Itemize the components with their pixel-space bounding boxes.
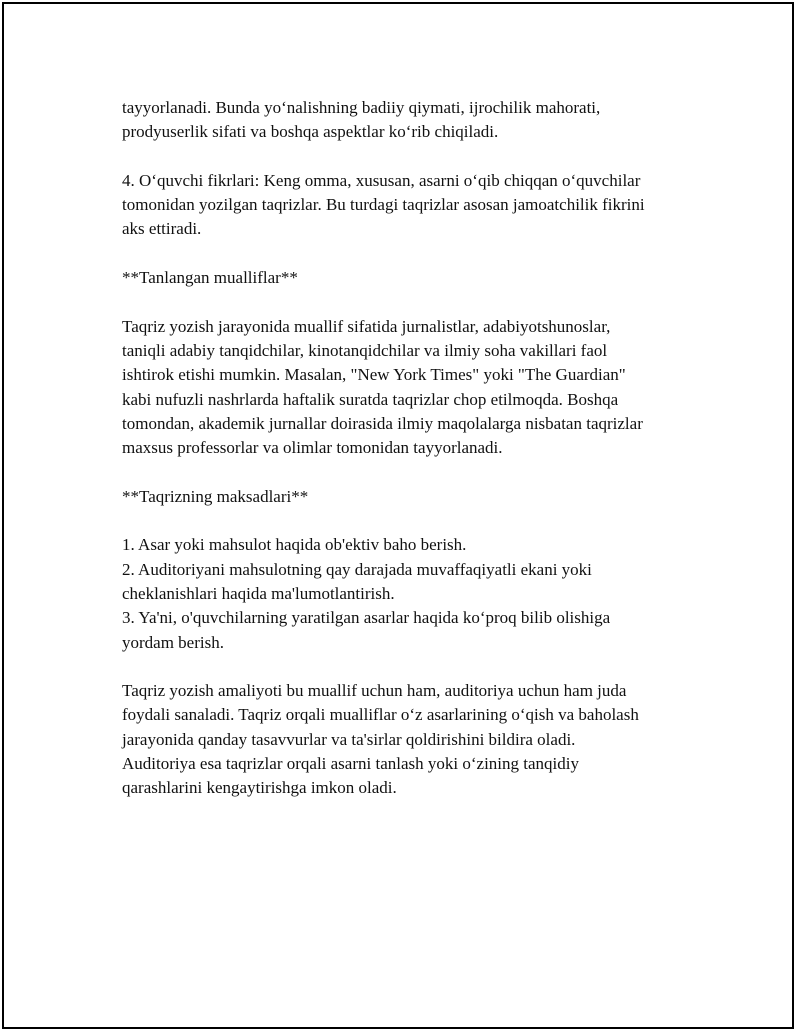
text-line: maxsus professorlar va olimlar tomonidan tayyorlanadi.	[122, 438, 503, 458]
text-line: kabi nufuzli nashrlarda haftalik suratda taqrizlar chop etilmoqda. Boshqa	[122, 389, 619, 409]
text-line: qarashlarini kengaytirishga imkon oladi.	[122, 778, 397, 798]
text-line: ishtirok etishi mumkin. Masalan, "New York Times" yoki "The Guardian"	[122, 365, 626, 385]
text-line: tomonidan yozilgan taqrizlar. Bu turdagi taqrizlar asosan jamoatchilik fikrini	[122, 195, 645, 215]
text-line: tomondan, akademik jurnallar doirasida ilmiy maqolalarga nisbatan taqrizlar	[122, 413, 643, 433]
text-line: prodyuserlik sifati va boshqa aspektlar ko‘rib chiqiladi.	[122, 122, 499, 142]
list-item: 2. Auditoriyani mahsulotning qay darajada muvaffaqiyatli ekani yoki	[122, 559, 592, 579]
paragraph-conclusion	[122, 679, 692, 800]
list-item: 1. Asar yoki mahsulot haqida ob'ektiv baho berish.	[122, 535, 467, 555]
list-item-continuation: yordam berish.	[122, 632, 224, 652]
heading-line: **Taqrizning maksadlari**	[122, 486, 309, 506]
list-item-continuation: cheklanishlari haqida ma'lumotlantirish.	[122, 583, 395, 603]
paragraph-reader-reviews	[122, 169, 692, 242]
text-line: jarayonida qanday tasavvurlar va ta'sirlar qoldirishini bildira oladi.	[122, 729, 576, 749]
section-heading-review-goals	[122, 485, 692, 509]
text-line: Taqriz yozish jarayonida muallif sifatida jurnalistlar, adabiyotshunoslar,	[122, 316, 611, 336]
list-item: 3. Ya'ni, o'quvchilarning yaratilgan asarlar haqida ko‘proq bilib olishiga	[122, 608, 611, 628]
document-body	[122, 96, 692, 825]
paragraph-authors	[122, 315, 692, 461]
paragraph-continuation	[122, 96, 692, 145]
section-heading-selected-authors	[122, 266, 692, 290]
document-page	[2, 2, 794, 1029]
heading-line: **Tanlangan mualliflar**	[122, 268, 298, 288]
text-line: foydali sanaladi. Taqriz orqali mualliflar o‘z asarlarining o‘qish va baholash	[122, 705, 639, 725]
text-line: 4. O‘quvchi fikrlari: Keng omma, xususan, asarni o‘qib chiqqan o‘quvchilar	[122, 170, 641, 190]
text-line: tayyorlanadi. Bunda yo‘nalishning badiiy qiymati, ijrochilik mahorati,	[122, 98, 601, 117]
text-line: taniqli adabiy tanqidchilar, kinotanqidchilar va ilmiy soha vakillari faol	[122, 340, 608, 360]
text-line: Auditoriya esa taqrizlar orqali asarni tanlash yoki o‘zining tanqidiy	[122, 754, 579, 774]
numbered-list-goals	[122, 533, 692, 654]
text-line: aks ettiradi.	[122, 219, 202, 239]
text-line: Taqriz yozish amaliyoti bu muallif uchun ham, auditoriya uchun ham juda	[122, 681, 627, 701]
